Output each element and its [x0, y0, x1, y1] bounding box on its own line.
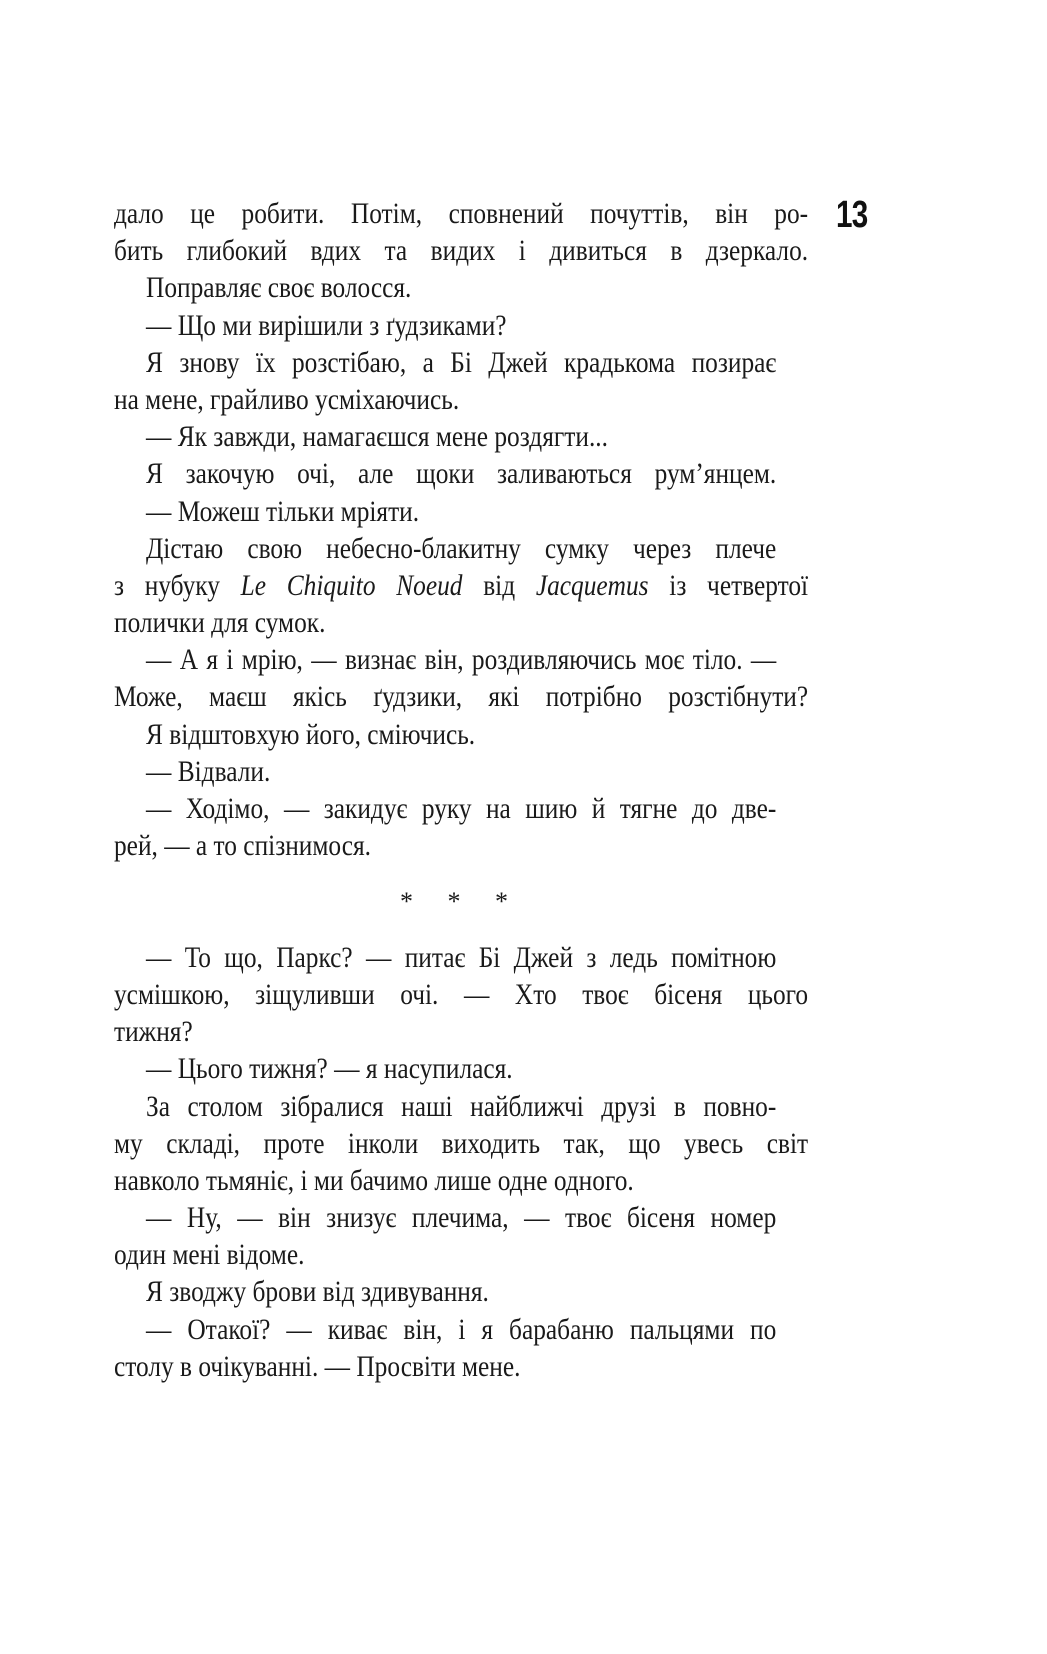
text-line-content: Я зводжу брови від здивування. — [146, 1276, 489, 1309]
text-line-content: — То що, Паркс? — питає Бі Джей з ледь помітною — [146, 941, 777, 974]
italic-text: Jacquemus — [535, 569, 649, 602]
text-line — [114, 196, 808, 233]
text-line — [114, 1051, 808, 1088]
text-line — [114, 977, 808, 1014]
text-line-content — [114, 568, 808, 605]
text-line — [114, 642, 808, 679]
text-line — [114, 1200, 808, 1237]
text-line-content: — Можеш тільки мріяти. — [146, 495, 420, 528]
text-line — [114, 345, 808, 382]
text-run: з нубуку — [114, 569, 241, 602]
text-line-content: бить глибокий вдих та видих і дивиться в дзеркало. — [114, 235, 809, 268]
text-line — [114, 1237, 808, 1274]
text-section-2 — [114, 940, 808, 1386]
text-line-content: — Як завжди, намагаєшся мене роздягти... — [146, 421, 608, 454]
text-line — [114, 679, 808, 716]
text-run: від — [462, 569, 536, 602]
text-line — [114, 1089, 808, 1126]
text-line-content: тижня? — [114, 1016, 193, 1049]
text-line-content: Я закочую очі, але щоки заливаються рум’янцем. — [146, 458, 777, 491]
text-line-content: полички для сумок. — [114, 607, 326, 640]
text-line-content: один мені відоме. — [114, 1239, 305, 1272]
text-line-content: За столом зібралися наші найближчі друзі в повно- — [146, 1090, 777, 1123]
text-line-content: Дістаю свою небесно-блакитну сумку через плече — [146, 532, 777, 565]
text-line — [114, 754, 808, 791]
text-line-content: дало це робити. Потім, сповнений почуттів, він ро- — [114, 198, 809, 230]
text-line — [114, 308, 808, 345]
text-line-content: — Відвали. — [146, 755, 271, 788]
text-line-content: столу в очікуванні. — Просвіти мене. — [114, 1350, 521, 1383]
text-section-1 — [114, 196, 808, 865]
book-text — [114, 196, 808, 1386]
text-run: із четвертої — [648, 569, 809, 602]
text-line — [114, 270, 808, 307]
text-line — [114, 828, 808, 865]
text-line — [114, 1312, 808, 1349]
text-line-content: на мене, грайливо усміхаючись. — [114, 383, 460, 416]
scene-separator: * * * — [400, 887, 522, 917]
text-line — [114, 1126, 808, 1163]
text-line-content: усмішкою, зіщуливши очі. — Хто твоє бісеня цього — [114, 978, 809, 1011]
text-line — [114, 456, 808, 493]
text-line-content: — Що ми вирішили з ґудзиками? — [146, 309, 507, 342]
text-line — [114, 531, 808, 568]
text-line — [114, 419, 808, 456]
text-line-content: — А я і мрію, — визнає він, роздивляючись моє тіло. — — [146, 644, 777, 677]
text-line — [114, 1274, 808, 1311]
text-line — [114, 1349, 808, 1386]
text-line-content: — Ну, — він знизує плечима, — твоє бісеня номер — [146, 1202, 777, 1235]
text-line — [114, 1014, 808, 1051]
text-line-content: — Отакої? — киває він, і я барабаню пальцями по — [146, 1313, 777, 1346]
text-line-content: — Ходімо, — закидує руку на шию й тягне до две- — [146, 793, 777, 825]
page-number: 13 — [836, 194, 868, 236]
text-line-content: Я знову їх розстібаю, а Бі Джей крадькома позирає — [146, 346, 777, 379]
text-line — [114, 494, 808, 531]
text-line-content: — Цього тижня? — я насупилася. — [146, 1053, 513, 1086]
text-line-content: навколо тьмяніє, і ми бачимо лише одне одного. — [114, 1164, 634, 1197]
text-line-content: му складі, проте інколи виходить так, що увесь світ — [114, 1127, 809, 1160]
text-line — [114, 233, 808, 270]
text-line — [114, 1163, 808, 1200]
text-line-content: Поправляє своє волосся. — [146, 272, 412, 305]
text-line-content: рей, — а то спізнимося. — [114, 830, 372, 863]
text-line — [114, 382, 808, 419]
text-line — [114, 791, 808, 828]
text-line — [114, 568, 808, 605]
text-line — [114, 940, 808, 977]
italic-text: Le Chiquito Noeud — [240, 569, 463, 602]
text-line-content: Може, маєш якісь ґудзики, які потрібно розстібнути? — [114, 681, 809, 714]
text-line — [114, 717, 808, 754]
text-line-content: Я відштовхую його, сміючись. — [146, 718, 476, 751]
text-line — [114, 605, 808, 642]
